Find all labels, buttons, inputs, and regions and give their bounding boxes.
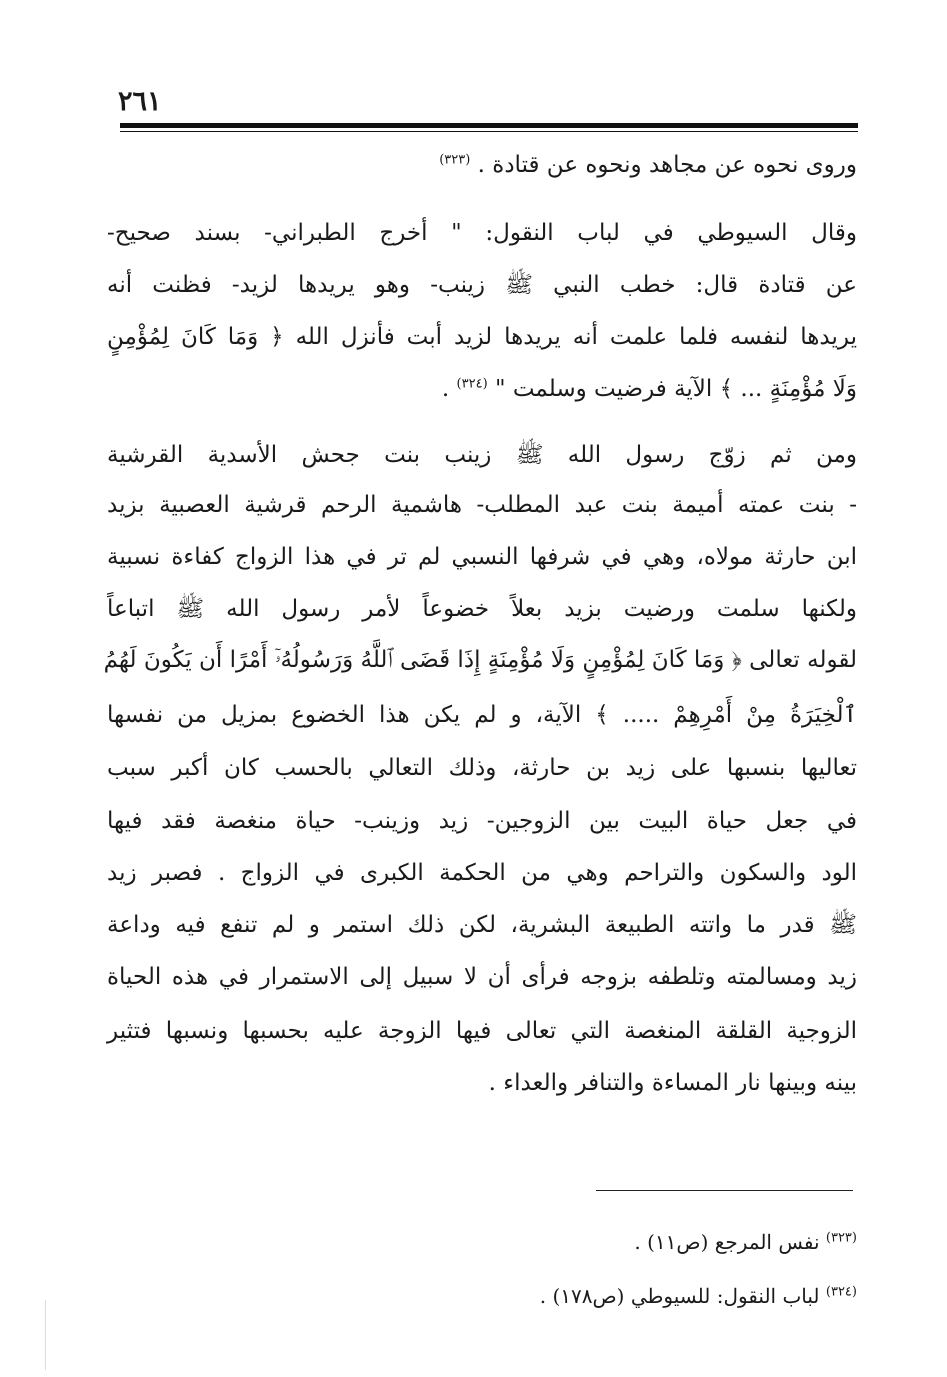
footnote-text: نفس المرجع (ص١١) . <box>634 1230 820 1254</box>
footnote <box>457 1228 857 1256</box>
footnote-ref: (٣٢٤) <box>456 376 488 392</box>
footnote-marker: (٣٢٤) <box>825 1284 857 1300</box>
page-number: ٢٦١ <box>118 86 162 117</box>
period: . <box>441 376 450 402</box>
footnote-marker: (٣٢٣) <box>825 1230 857 1246</box>
body-line: ﷺ قدر ما واتته الطبيعة البشرية، لكن ذلك استمر و لم تنفع فيه وداعة <box>107 912 857 938</box>
body-line <box>107 374 857 404</box>
footnote-rule <box>596 1190 853 1191</box>
body-line: عن قتادة قال: خطب النبي ﷺ زينب- وهو يريدها لزيد- فظنت أنه <box>107 272 857 298</box>
body-line: الود والسكون والتراحم وهي من الحكمة الكبرى في الزواج . فصبر زيد <box>107 860 857 886</box>
body-line <box>107 150 857 180</box>
body-line: ابن حارثة مولاه، وهي في شرفها النسبي لم تر في هذا الزواج كفاءة نسبية <box>107 544 857 570</box>
body-line-text: وَلَا مُؤْمِنَةٍ ... ﴾ الآية فرضيت وسلمت " <box>494 376 857 402</box>
body-line: زيد ومسالمته وتلطفه بزوجه فرأى أن لا سبيل إلى الاستمرار في هذه الحياة <box>107 964 857 990</box>
body-line: تعاليها بنسبها على زيد بن حارثة، وذلك التعالي بالحسب كان أكبر سبب <box>107 755 857 781</box>
footnote-text: لباب النقول: للسيوطي (ص١٧٨) . <box>539 1284 820 1308</box>
body-line: الزوجية القلقة المنغصة التي تعالى فيها الزوجة عليه بحسبها ونسبها فتثير <box>107 1018 857 1044</box>
footnote <box>457 1282 857 1310</box>
body-line: ولكنها سلمت ورضيت بزيد بعلاً خضوعاً لأمر رسول الله ﷺ اتباعاً <box>107 596 857 622</box>
body-line: لقوله تعالى ﴿ وَمَا كَانَ لِمُؤْمِنٍ وَلَا مُؤْمِنَةٍ إِذَا قَضَى ٱللَّهُ وَرَسُولُهُۥٓ أَمْرًا أَن يَكُونَ لَهُمُ <box>103 647 857 673</box>
body-line: وقال السيوطي في لباب النقول: " أخرج الطبراني- بسند صحيح- <box>107 220 857 246</box>
body-line: - بنت عمته أميمة بنت عبد المطلب- هاشمية الرحم قرشية العصبية بزيد <box>107 492 857 518</box>
body-line-text: وروى نحوه عن مجاهد ونحوه عن قتادة . <box>477 152 857 178</box>
body-line: بينه وبينها نار المساءة والتنافر والعداء . <box>488 1070 857 1096</box>
body-line: يريدها لنفسه فلما علمت أنه يريدها لزيد أبت فأنزل الله ﴿ وَمَا كَانَ لِمُؤْمِنٍ <box>107 324 857 350</box>
body-line: ٱلْخِيَرَةُ مِنْ أَمْرِهِمْ ..... ﴾ الآية، و لم يكن هذا الخضوع بمزيل من نفسها <box>107 702 857 728</box>
body-line: في جعل حياة البيت بين الزوجين- زيد وزينب- حياة منغصة فقد فيها <box>107 808 857 834</box>
footnote-ref: (٣٢٣) <box>439 152 471 168</box>
header-rule-thick <box>120 123 858 128</box>
margin-speck <box>45 1300 46 1370</box>
header-rule-thin <box>120 131 858 132</box>
body-line: ومن ثم زوّج رسول الله ﷺ زينب بنت جحش الأسدية القرشية <box>107 442 857 468</box>
